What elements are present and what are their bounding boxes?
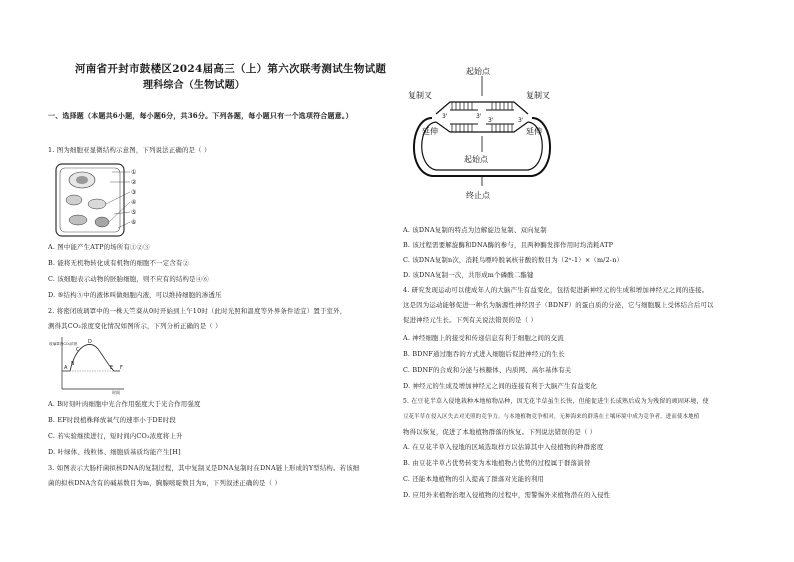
diagram-origin-label: 起始点 [464, 155, 488, 164]
fig1-label-6: ⑥ [131, 219, 137, 226]
fig2-point-b: B [71, 361, 75, 367]
q4-option-d: D. 神经元的生成及增加神经元之间的连接有利于大脑产生有益变化 [403, 382, 598, 390]
dna-replication-diagram [402, 62, 572, 210]
q3-option-a: A. 该DNA复制的特点为边解旋边复制、双向复制 [403, 226, 547, 234]
q5-option-d: D. 应用外来植物治理入侵植物的过程中，需警惕外来植物潜在的入侵性 [403, 491, 611, 499]
paper-title: 河南省开封市鼓楼区2024届高三（上）第六次联考测试生物试题 [75, 63, 387, 75]
q1-option-a: A. 图中能产生ATP的场所有①②③ [48, 243, 150, 251]
q2-option-d: D. 叶绿体、线粒体、细胞质基质均能产生[H] [48, 448, 181, 456]
q4-option-a: A. 神经细胞上的接受和传递信息有利于细胞之间的交流 [403, 334, 564, 342]
diagram-3prime-a: 3' [442, 113, 448, 120]
question-5-line-1: 5. 在豆花半草入侵地栽种本地植物品种，因无花半草虽生长快，但能促进生长成熟后成为为残留的顽固环境，使 [403, 398, 709, 405]
fig1-label-3: ③ [131, 189, 137, 196]
fig2-ylabel: 玻璃罩内CO₂浓度 [49, 342, 78, 346]
q4-option-b: B. BDNF通过胞吞的方式进入细胞后促进神经元的生长 [403, 350, 565, 358]
diagram-fork-right-label: 复制叉 [526, 91, 550, 100]
question-2-line-1: 2. 将密闭玻璃罩中的一株天竺葵从0时开始到上午10时（此时光照和温度等外界条件适宜）置于室外， [48, 307, 347, 315]
fig1-label-4: ④ [131, 199, 137, 206]
diagram-terminus-label: 终止点 [466, 191, 490, 200]
question-1: 1. 图为细胞亚显微结构示意图，下列说法正确的是（ ） [48, 146, 211, 154]
q1-option-d: D. ⑤结构⑤中的液体叫做细胞内液，可以维持细胞的渗透压 [48, 291, 222, 299]
diagram-3prime-c: 3' [488, 117, 494, 124]
fig2-xlabel: 时间 [112, 390, 120, 395]
q2-option-b: B. EF时段植株释放氧气的速率小于DE时段 [48, 416, 176, 424]
diagram-extend-right-label: 延伸 [526, 127, 542, 136]
co2-curve-figure [48, 335, 128, 395]
fig2-point-d: D [88, 339, 92, 345]
q3-option-c: C. 该DNA复制n次，消耗鸟嘌呤脱氧核苷酸的数目为（2ⁿ-1）×（m/2-n） [403, 256, 624, 264]
diagram-3prime-d: 3' [518, 117, 524, 124]
q5-option-b: B. 由豆花半草占优势转变为本地植物占优势的过程属于群落演替 [403, 459, 591, 467]
q2-option-c: C. 若实验继续进行，短时间内CO₂浓度将上升 [48, 432, 183, 440]
fig1-label-5: ⑤ [131, 209, 137, 216]
q5-option-c: C. 还能本地植物的引入提高了群落对光能的利用 [403, 475, 545, 483]
question-5-line-3: 物得以恢复，促进了本地植物群落的恢复。下列说法错误的是（ ） [403, 428, 597, 436]
fig1-label-2: ② [131, 179, 137, 186]
section-heading: 一、选择题（本题共6小题，每小题6分，共36分。下列各题，每小题只有一个选项符合题意。） [48, 111, 353, 120]
q3-option-b: B. 该过程需要解旋酶和DNA酶的参与，且两种酶发挥作用时均消耗ATP [403, 241, 614, 249]
question-4-line-1: 4. 研究发现运动可以使成年人的大脑产生有益变化，包括促进新神经元的生成和增加神经元之间的连接。 [403, 286, 709, 294]
question-3-line-1: 3. 如图表示大肠杆菌拟核DNA的复制过程，其中复制叉是DNA复制时在DNA链上形成的Y型结构。若该细 [48, 464, 360, 472]
diagram-top-origin-label: 起始点 [466, 67, 490, 76]
diagram-3prime-b: 3' [476, 113, 482, 120]
q4-option-c: C. BDNF的合成和分泌与核糖体、内质网、高尔基体有关 [403, 366, 572, 374]
diagram-fork-left-label: 复制叉 [408, 91, 432, 100]
question-4-line-2: 这是因为运动能够促进一种名为脑源性神经因子（BDNF）的蛋白质的分泌，它与细胞膜上受体结合后可以 [403, 301, 714, 309]
q2-option-a: A. B时刻叶肉细胞中光合作用强度大于光合作用强度 [48, 400, 201, 408]
question-2-line-2: 测得其CO₂浓度变化情况如图所示，下列分析正确的是（ ） [48, 322, 222, 330]
q1-option-b: B. 能将无机物转化成有机物的细胞不一定含有② [48, 259, 190, 267]
cell-structure-figure [52, 160, 142, 242]
question-3-line-2: 菌的拟核DNA含有的碱基数目为m，胸腺嘧啶数目为n，下列叙述正确的是（ ） [48, 479, 282, 487]
fig2-point-f: F [120, 365, 123, 371]
question-4-line-3: 促进神经元生长。下列有关说法错误的是（ ） [403, 316, 538, 324]
q1-option-c: C. 该细胞表示动物的胚胎细胞，则不应有的结构是④⑥ [48, 275, 209, 283]
diagram-extend-left-label: 延伸 [422, 127, 438, 136]
fig2-point-c: C [76, 347, 80, 353]
q3-option-d: D. 该DNA复制一次，共形成m个磷酸二酯键 [403, 271, 534, 279]
fig2-point-e: E [110, 365, 114, 371]
fig2-point-a: A [64, 365, 68, 371]
fig1-label-1: ① [131, 169, 137, 176]
question-5-line-2: 豆花半草在侵入区失去对光照的竞争力。与本地植物竞争相对，无种海来的群落在土壤环境中成为竞争者，进而使本地植 [403, 414, 700, 420]
q5-option-a: A. 在豆花半草入侵地的区域选取样方以估算其中入侵植物的种群密度 [403, 443, 604, 451]
paper-subtitle: 理科综合（生物试题） [143, 80, 245, 91]
